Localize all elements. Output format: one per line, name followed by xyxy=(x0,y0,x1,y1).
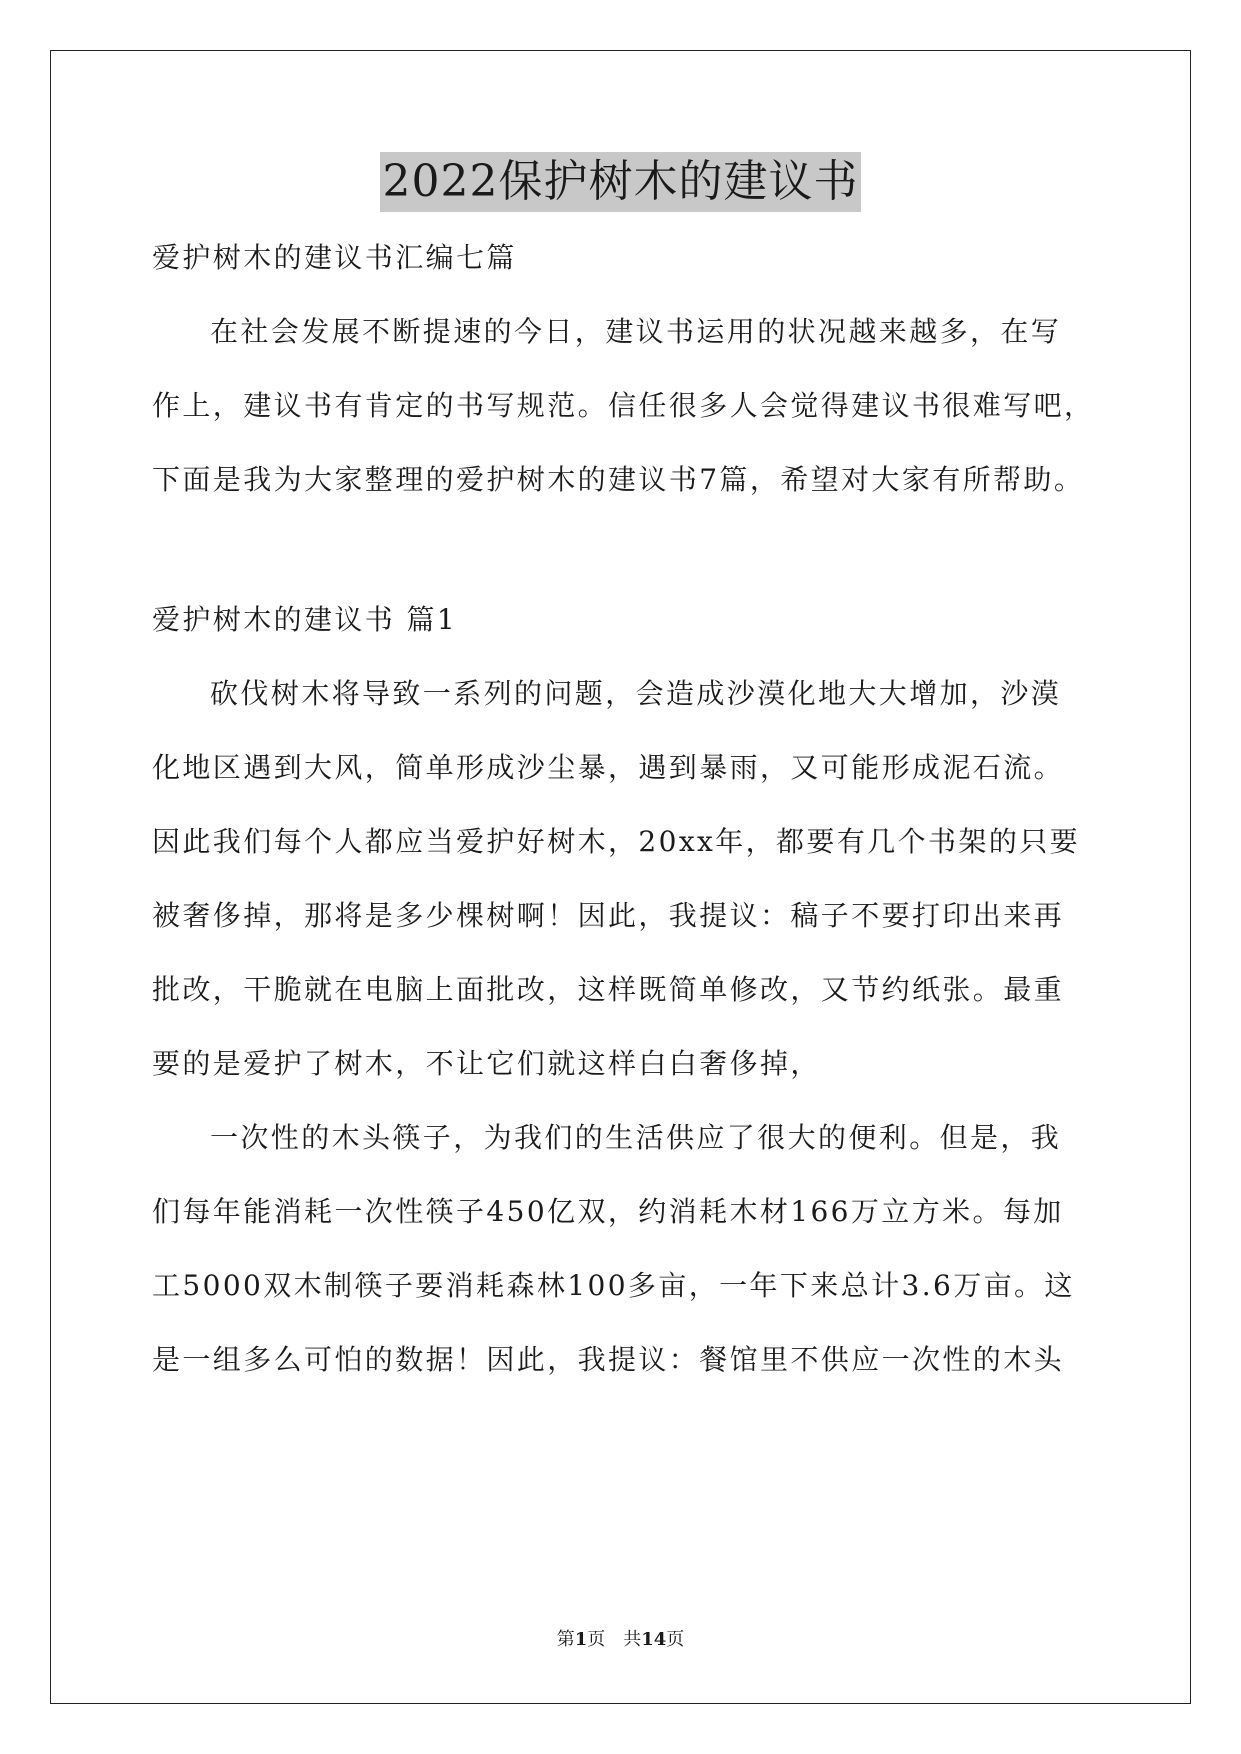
paragraph-line: 被奢侈掉，那将是多少棵树啊！因此，我提议：稿子不要打印出来再 xyxy=(152,899,1065,932)
document-title: 2022保护树木的建议书 xyxy=(380,152,862,212)
paragraph-line: 因此我们每个人都应当爱护好树木，20xx年，都要有几个书架的只要 xyxy=(152,825,1081,858)
page-separator: 页 共 xyxy=(587,1629,642,1650)
page-suffix: 页 xyxy=(666,1629,685,1650)
section-heading: 爱护树木的建议书 篇1 xyxy=(152,603,458,636)
paragraph-line: 化地区遇到大风，简单形成沙尘暴，遇到暴雨，又可能形成泥石流。 xyxy=(152,751,1065,784)
paragraph-line: 要的是爱护了树木，不让它们就这样白白奢侈掉， xyxy=(152,1047,821,1080)
paragraph-line: 一次性的木头筷子，为我们的生活供应了很大的便利。但是，我 xyxy=(210,1121,1062,1154)
paragraph-line: 是一组多么可怕的数据！因此，我提议：餐馆里不供应一次性的木头 xyxy=(152,1343,1065,1376)
paragraph-line: 砍伐树木将导致一系列的问题，会造成沙漠化地大大增加，沙漠 xyxy=(210,677,1062,710)
current-page-number: 1 xyxy=(574,1629,588,1650)
paragraph-line: 工5000双木制筷子要消耗森林100多亩，一年下来总计3.6万亩。这 xyxy=(152,1269,1075,1302)
page-footer xyxy=(0,1627,1241,1653)
title-container xyxy=(0,152,1241,212)
total-pages-number: 14 xyxy=(641,1629,667,1650)
intro-line: 作上，建议书有肯定的书写规范。信任很多人会觉得建议书很难写吧， xyxy=(152,389,1095,422)
paragraph-line: 们每年能消耗一次性筷子450亿双，约消耗木材166万立方米。每加 xyxy=(152,1195,1064,1228)
page-prefix: 第 xyxy=(556,1629,575,1650)
document-subtitle: 爱护树木的建议书汇编七篇 xyxy=(152,241,517,274)
paragraph-line: 批改，干脆就在电脑上面批改，这样既简单修改，又节约纸张。最重 xyxy=(152,973,1065,1006)
intro-line: 在社会发展不断提速的今日，建议书运用的状况越来越多，在写 xyxy=(210,315,1062,348)
intro-line: 下面是我为大家整理的爱护树木的建议书7篇，希望对大家有所帮助。 xyxy=(152,463,1085,496)
page-border xyxy=(50,50,1191,1704)
